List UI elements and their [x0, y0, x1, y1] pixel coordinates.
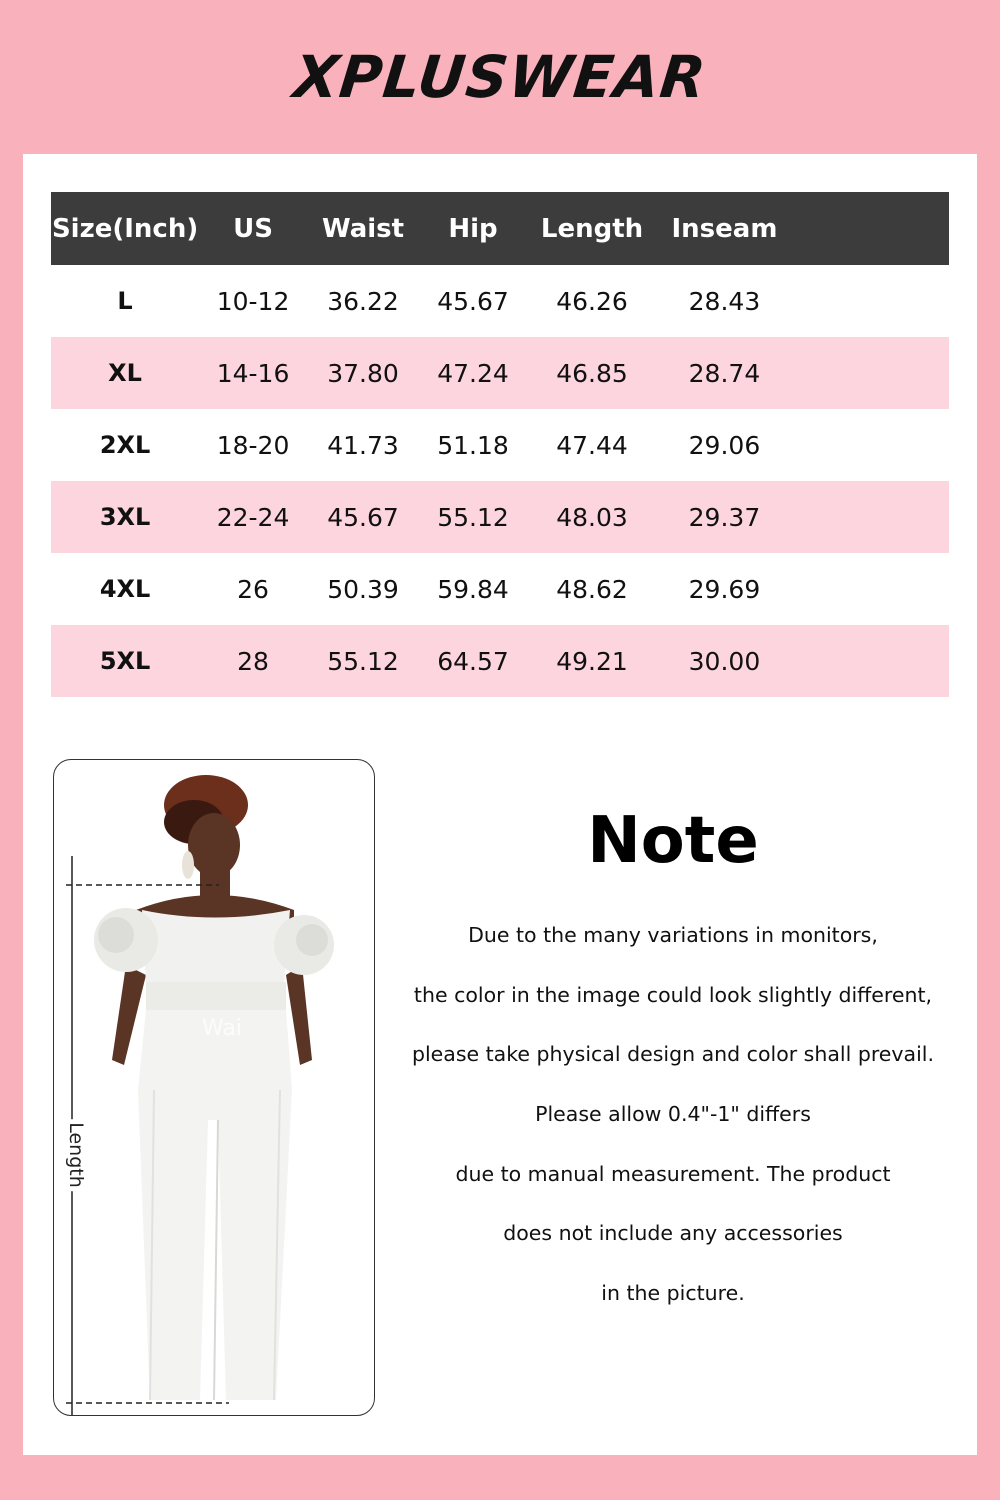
table-row [51, 625, 949, 697]
top-garment [142, 910, 290, 989]
cell-waist: 36.22 [327, 286, 399, 316]
note-line: due to manual measurement. The product [455, 1161, 891, 1186]
table-row [51, 481, 949, 553]
cell-hip: 55.12 [437, 502, 509, 532]
cell-us: 26 [237, 574, 269, 604]
brand-header [0, 42, 1000, 112]
header-length: Length [540, 213, 644, 244]
note-line: Due to the many variations in monitors, [468, 923, 878, 947]
cell-size: 4XL [99, 575, 151, 603]
table-row [51, 265, 949, 337]
size-chart-table [51, 192, 949, 697]
cell-inseam: 28.43 [688, 286, 761, 316]
cell-inseam: 29.69 [688, 574, 761, 604]
cell-length: 47.44 [556, 430, 628, 460]
cell-us: 14-16 [216, 358, 290, 388]
cell-waist: 41.73 [327, 430, 399, 460]
table-row [51, 409, 949, 481]
cell-hip: 64.57 [437, 646, 509, 676]
header-waist: Waist [321, 213, 405, 244]
cell-waist: 37.80 [327, 358, 399, 388]
cell-length: 48.03 [556, 502, 628, 532]
cell-length: 49.21 [556, 646, 628, 676]
note-text [393, 906, 953, 1324]
cell-spacer [792, 337, 949, 409]
cell-size: L [117, 287, 133, 315]
cell-us: 18-20 [216, 430, 290, 460]
face-shape [188, 813, 240, 877]
cell-hip: 47.24 [437, 358, 509, 388]
model-photo-frame [53, 759, 375, 1416]
brand-logo: XPLUSWEAR [290, 43, 710, 111]
cell-inseam: 29.37 [688, 502, 761, 532]
cell-hip: 45.67 [437, 286, 509, 316]
cell-size: 3XL [99, 503, 151, 531]
cell-us: 22-24 [216, 502, 290, 532]
cell-spacer [792, 265, 949, 337]
cell-us: 10-12 [216, 286, 290, 316]
note-line: the color in the image could look slightly different, [413, 982, 933, 1007]
header-us: US [233, 213, 273, 244]
note-title: Note [587, 804, 759, 878]
cell-inseam: 30.00 [688, 646, 761, 676]
note-line: does not include any accessories [503, 1221, 843, 1246]
note-line: please take physical design and color shall prevail. [411, 1042, 935, 1067]
header-spacer [792, 192, 949, 265]
length-label-box [56, 1120, 96, 1190]
waist-label: Wai [202, 1016, 242, 1041]
cell-spacer [792, 553, 949, 625]
cell-inseam: 29.06 [688, 430, 761, 460]
cell-waist: 45.67 [327, 502, 399, 532]
cell-spacer [792, 625, 949, 697]
cell-hip: 51.18 [437, 430, 509, 460]
cell-spacer [792, 481, 949, 553]
cell-size: 5XL [99, 647, 151, 675]
cell-waist: 55.12 [327, 646, 399, 676]
cell-length: 48.62 [556, 574, 628, 604]
cell-size: XL [108, 359, 142, 387]
note-line: in the picture. [601, 1281, 745, 1306]
header-hip: Hip [448, 213, 498, 244]
table-row [51, 553, 949, 625]
length-label: Length [65, 1119, 87, 1191]
cell-inseam: 28.74 [688, 358, 761, 388]
content-panel [23, 154, 977, 1455]
header-inseam: Inseam [671, 213, 778, 244]
note-line: Please allow 0.4"-1" differs [535, 1102, 811, 1127]
table-row [51, 337, 949, 409]
table-header-row [51, 192, 949, 265]
cell-waist: 50.39 [327, 574, 399, 604]
cell-length: 46.26 [556, 286, 628, 316]
cell-size: 2XL [99, 431, 151, 459]
cell-length: 46.85 [556, 358, 628, 388]
cell-hip: 59.84 [437, 574, 509, 604]
model-illustration [54, 760, 374, 1415]
cell-us: 28 [237, 646, 269, 676]
cell-spacer [792, 409, 949, 481]
header-size: Size(Inch) [51, 213, 199, 244]
